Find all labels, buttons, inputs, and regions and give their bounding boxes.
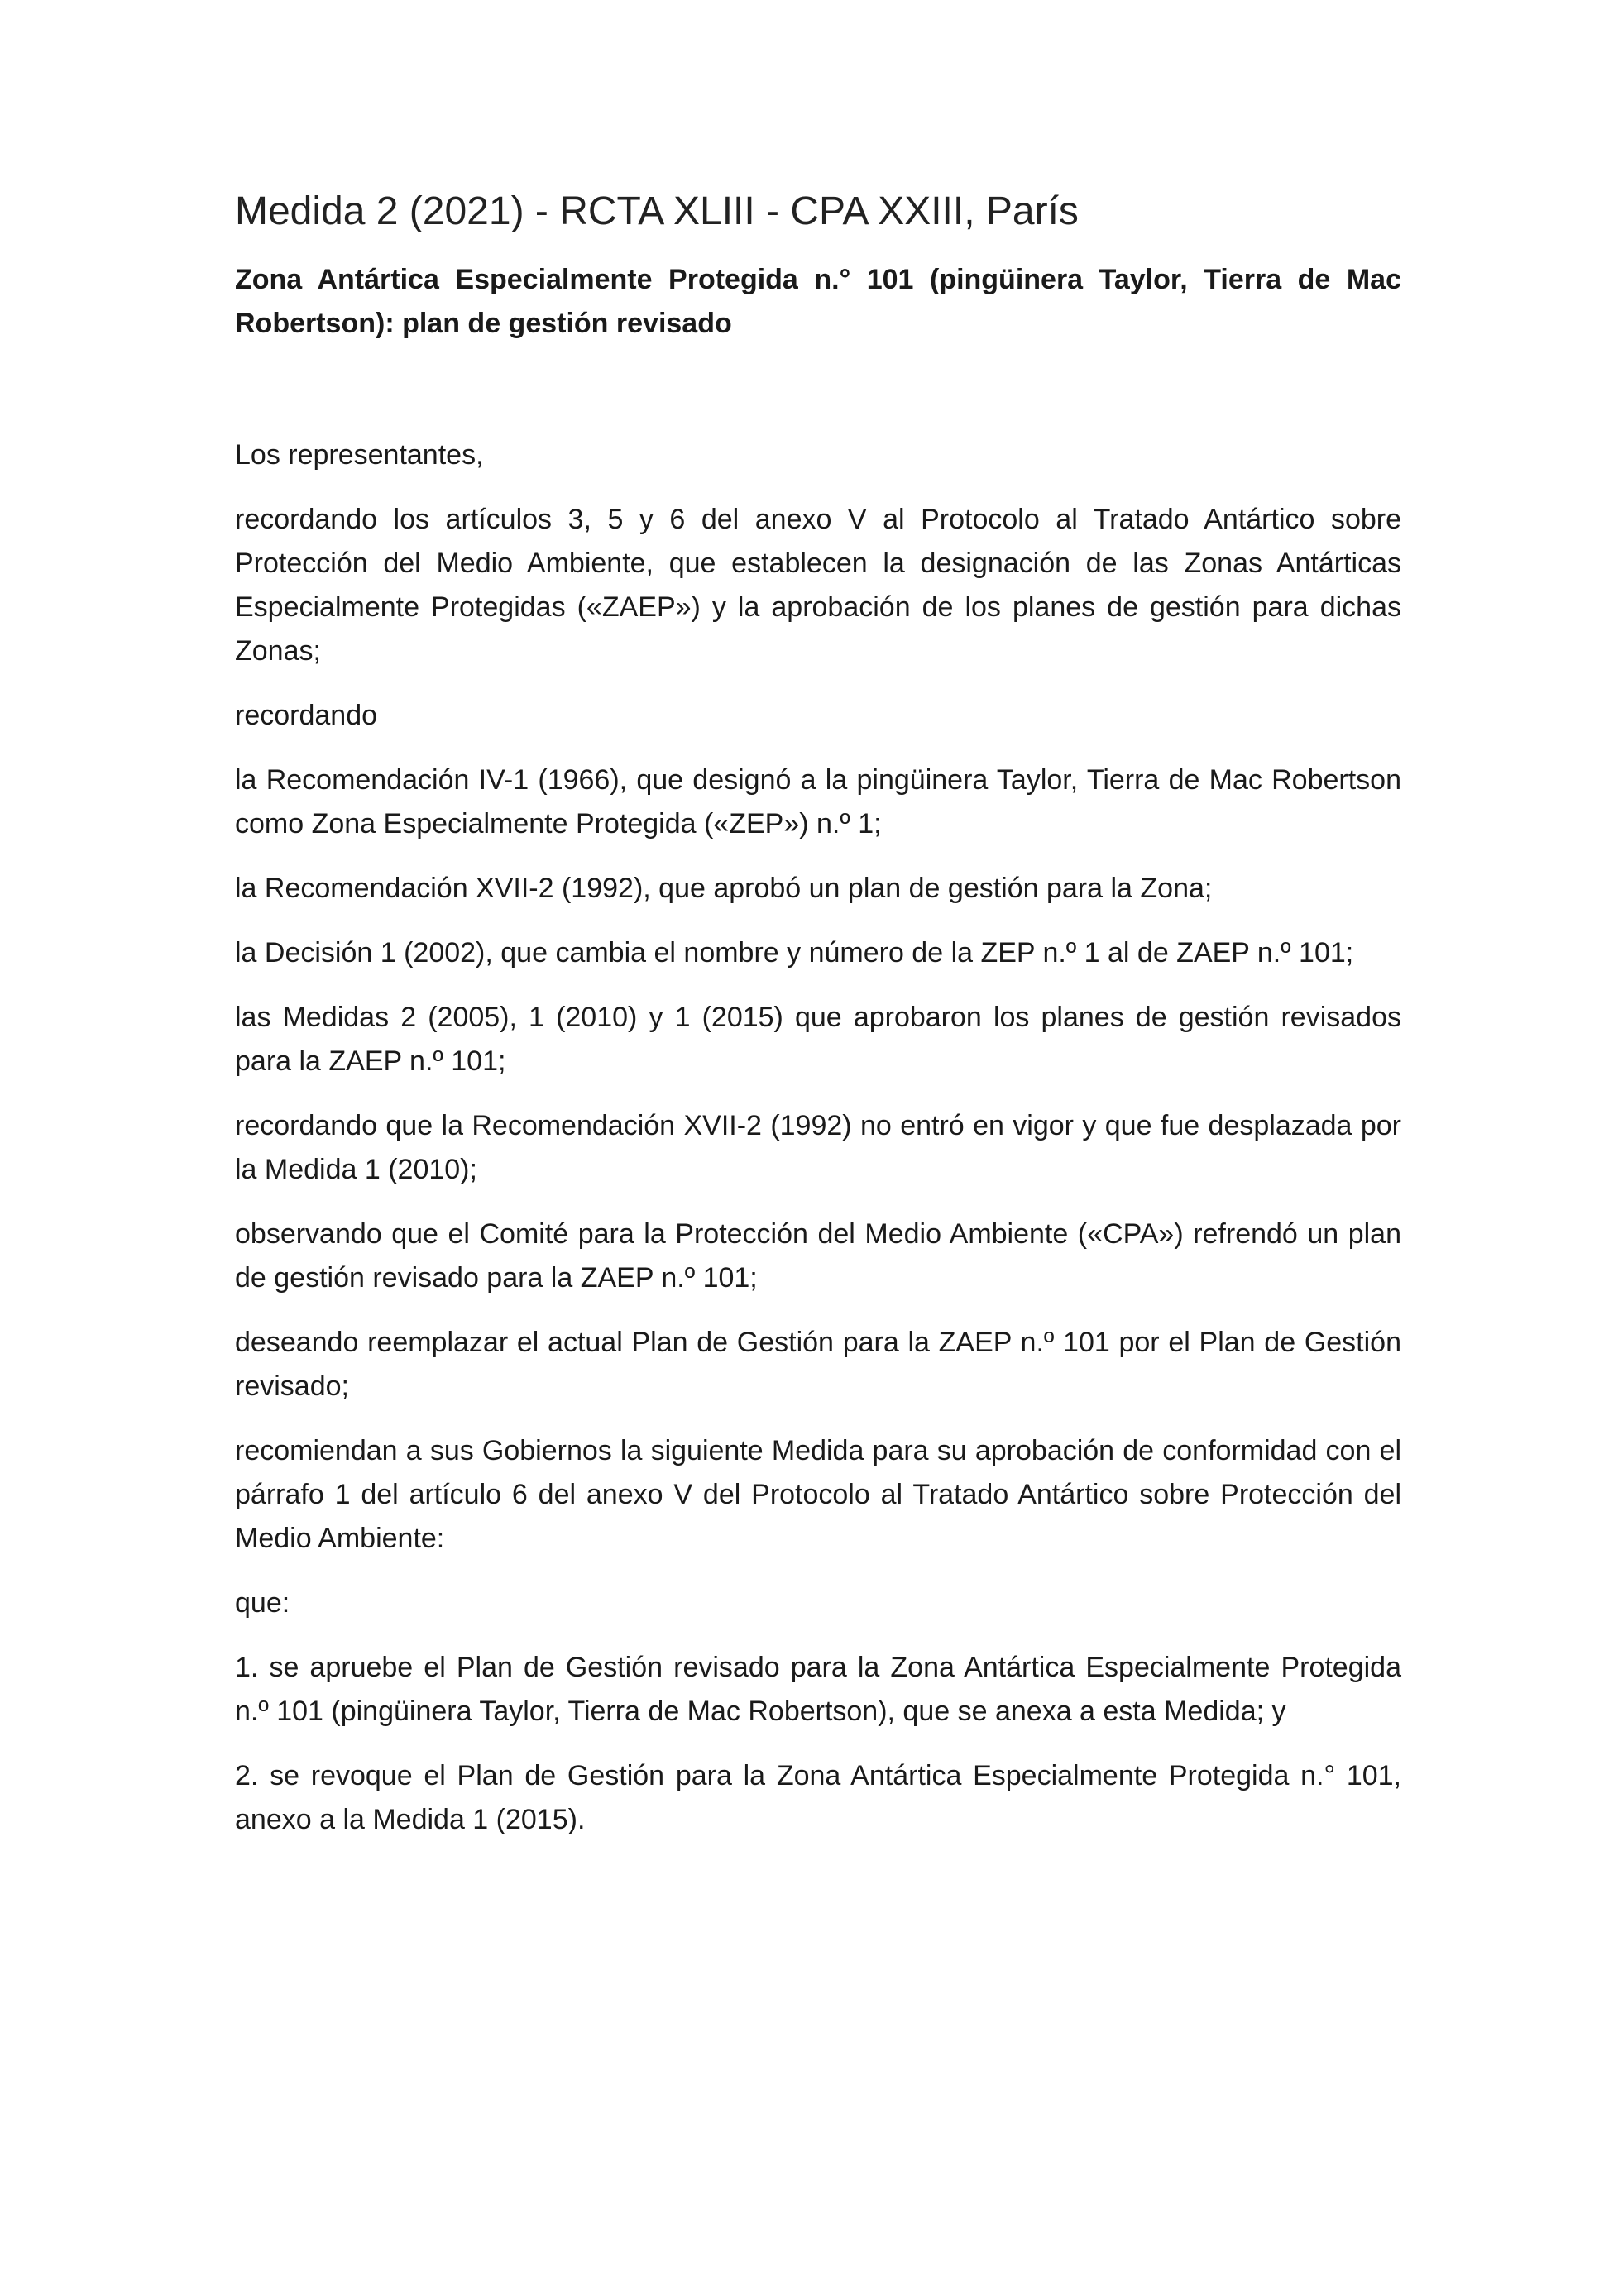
paragraph-item-2: 2. se revoque el Plan de Gestión para la Zona Antártica Especialmente Protegida n.° 101, anexo a la Medida 1 (2015). [235,1760,1401,1835]
paragraph-recommendation-iv-1: la Recomendación IV-1 (1966), que designó a la pingüinera Taylor, Tierra de Mac Robertson como Zona Especialmente Protegida («ZEP») n.º 1; [235,764,1401,839]
paragraph-item-1: 1. se apruebe el Plan de Gestión revisado para la Zona Antártica Especialmente Protegida n.º 101 (pingüinera Taylor, Tierra de Mac Robertson), que se anexa a esta Medida; y [235,1652,1401,1727]
paragraph-that: que: [235,1587,290,1619]
document-subtitle: Zona Antártica Especialmente Protegida n.° 101 (pingüinera Taylor, Tierra de Mac Robertson): plan de gestión revisado [235,264,1401,339]
paragraph-decision-1: la Decisión 1 (2002), que cambia el nombre y número de la ZEP n.º 1 al de ZAEP n.º 101; [235,937,1354,969]
paragraph-preamble: Los representantes, [235,439,484,471]
paragraph-recalling: recordando [235,700,378,731]
paragraph-recalling-articles: recordando los artículos 3, 5 y 6 del anexo V al Protocolo al Tratado Antártico sobre Protección del Medio Ambiente, que establecen la designación de las Zonas Antárticas Especialmente Protegidas («ZAEP») y la aprobación de los planes de gestión para dichas Zonas; [235,504,1401,667]
paragraph-noting-cep: observando que el Comité para la Protección del Medio Ambiente («CPA») refrendó un plan de gestión revisado para la ZAEP n.º 101; [235,1218,1401,1294]
paragraph-recalling-not-in-force: recordando que la Recomendación XVII-2 (1992) no entró en vigor y que fue desplazada por la Medida 1 (2010); [235,1110,1401,1185]
document-title: Medida 2 (2021) - RCTA XLIII - CPA XXIII, París [235,189,1079,233]
paragraph-recommendation-xvii-2: la Recomendación XVII-2 (1992), que aprobó un plan de gestión para la Zona; [235,873,1213,904]
paragraph-measures: las Medidas 2 (2005), 1 (2010) y 1 (2015) que aprobaron los planes de gestión revisados para la ZAEP n.º 101; [235,1002,1401,1077]
paragraph-wishing-replace: deseando reemplazar el actual Plan de Gestión para la ZAEP n.º 101 por el Plan de Gestión revisado; [235,1327,1401,1402]
paragraph-recommend: recomiendan a sus Gobiernos la siguiente Medida para su aprobación de conformidad con el párrafo 1 del artículo 6 del anexo V del Protocolo al Tratado Antártico sobre Protección del Medio Ambiente: [235,1435,1401,1554]
document-body [235,184,1401,1863]
